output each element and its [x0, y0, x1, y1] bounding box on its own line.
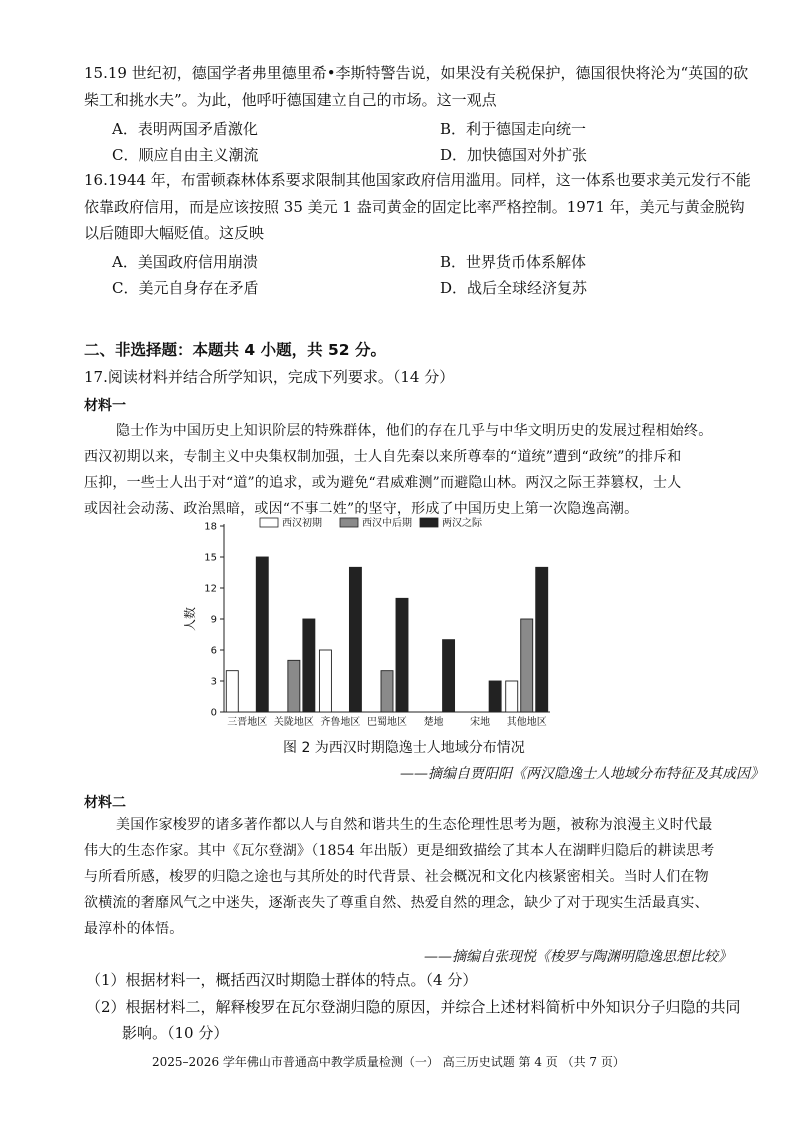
legend-label: 西汉中后期 [362, 518, 412, 529]
legend-swatch [260, 518, 278, 527]
q17-intro: 17.阅读材料并结合所学知识，完成下列要求。（14 分） [84, 368, 455, 386]
material1-label: 材料一 [84, 398, 126, 414]
material2-line: 与所看所感，梭罗的归隐之途也与其所处的时代背景、社会概况和文化内核紧密相关。当时人们在物 [84, 869, 709, 885]
bar [319, 650, 331, 712]
material1-line: 西汉初期以来，专制主义中央集权制加强，士人自先秦以来所尊奉的“道统”遭到“政统”的排斥和 [84, 449, 682, 465]
q15-option-d: D．加快德国对外扩张 [440, 146, 588, 164]
page-footer: 2025–2026 学年佛山市普通高中教学质量检测（一） 高三历史试题 第 4 页 （共 7 页） [152, 1055, 625, 1069]
bar [226, 671, 238, 712]
material1-line: 或因社会动荡、政治黑暗，或因“不事二姓”的坚守，形成了中国历史上第一次隐逸高潮。 [84, 501, 639, 517]
bar [536, 567, 548, 712]
region-distribution-chart [180, 514, 560, 734]
x-tick-label: 关陇地区 [273, 717, 314, 728]
q16-option-d: D．战后全球经济复苏 [440, 279, 588, 297]
bar [349, 567, 361, 712]
x-tick-label: 其他地区 [506, 717, 547, 728]
q16-line1: 16.1944 年，布雷顿森林体系要求限制其他国家政府信用滥用。同样，这一体系也要求美元发行不能 [84, 171, 751, 189]
q17-sub2-line2: 影响。（10 分） [122, 1024, 229, 1042]
y-tick-label: 12 [204, 583, 217, 595]
legend-label: 西汉初期 [282, 518, 322, 529]
material2-line: 欲横流的奢靡风气之中迷失，逐渐丧失了尊重自然、热爱自然的理念，缺少了对于现实生活最真实、 [84, 895, 709, 911]
bar [303, 619, 315, 712]
chart-caption: 图 2 为西汉时期隐逸士人地域分布情况 [283, 740, 525, 756]
q16-option-a: A．美国政府信用崩溃 [112, 253, 258, 271]
bar [396, 598, 408, 712]
x-tick-label: 巴蜀地区 [367, 717, 407, 728]
y-tick-label: 18 [204, 521, 217, 533]
material2-line: 最淳朴的体悟。 [84, 921, 184, 937]
bar [381, 671, 393, 712]
material2-line: 伟大的生态作家。其中《瓦尔登湖》（1854 年出版）更是细致描绘了其本人在湖畔归隐后的耕读思考 [84, 843, 715, 859]
q16-option-c: C．美元自身存在矛盾 [112, 279, 259, 297]
y-tick-label: 3 [210, 676, 217, 688]
legend-swatch [340, 518, 358, 527]
y-tick-label: 6 [210, 645, 217, 657]
q15-option-b: B．利于德国走向统一 [440, 120, 587, 138]
x-tick-label: 三晋地区 [227, 717, 268, 728]
legend-swatch [420, 518, 438, 527]
q17-sub2-line1: （2）根据材料二，解释梭罗在瓦尔登湖归隐的原因，并综合上述材料简析中外知识分子归隐的共同 [86, 998, 741, 1016]
bar [443, 640, 455, 712]
q16-option-b: B．世界货币体系解体 [440, 253, 587, 271]
q15-option-a: A．表明两国矛盾激化 [112, 120, 258, 138]
bar [256, 557, 268, 712]
q17-sub1: （1）根据材料一，概括西汉时期隐士群体的特点。（4 分） [86, 971, 478, 989]
q15-line1: 15.19 世纪初，德国学者弗里德里希•李斯特警告说，如果没有关税保护，德国很快将沦为“英国的砍 [84, 64, 749, 82]
y-tick-label: 15 [204, 552, 217, 564]
y-tick-label: 9 [210, 614, 217, 626]
bar [489, 681, 501, 712]
material2-label: 材料二 [84, 795, 126, 811]
q16-line2: 依靠政府信用，而是应该按照 35 美元 1 盎司黄金的固定比率严格控制。1971 年，美元与黄金脱钩 [84, 198, 745, 216]
material2-line: 美国作家梭罗的诸多著作都以人与自然和谐共生的生态伦理性思考为题，被称为浪漫主义时代最 [116, 817, 713, 833]
material2-source: ——摘编自张现悦《梭罗与陶渊明隐逸思想比较》 [424, 949, 732, 965]
x-tick-label: 楚地 [423, 717, 444, 728]
bar [506, 681, 518, 712]
bar [288, 660, 300, 712]
x-tick-label: 宋地 [470, 717, 491, 728]
material1-line: 隐士作为中国历史上知识阶层的特殊群体，他们的存在几乎与中华文明历史的发展过程相始终。 [116, 423, 713, 439]
q15-option-c: C．顺应自由主义潮流 [112, 146, 259, 164]
section2-title: 二、非选择题：本题共 4 小题，共 52 分。 [84, 341, 386, 359]
q15-line2: 柴工和挑水夫”。为此，他呼吁德国建立自己的市场。这一观点 [84, 91, 497, 109]
q16-line3: 以后随即大幅贬值。这反映 [84, 224, 265, 242]
material1-line: 压抑，一些士人出于对“道”的追求，或为避免“君威难测”而避隐山林。两汉之际王莽篡权，士人 [84, 475, 682, 491]
x-tick-label: 齐鲁地区 [320, 717, 361, 728]
material1-source: ——摘编自贾阳阳《两汉隐逸士人地域分布特征及其成因》 [400, 766, 764, 782]
bar [521, 619, 533, 712]
y-axis-label: 人数 [183, 606, 197, 632]
y-tick-label: 0 [210, 707, 217, 719]
legend-label: 两汉之际 [442, 518, 482, 529]
